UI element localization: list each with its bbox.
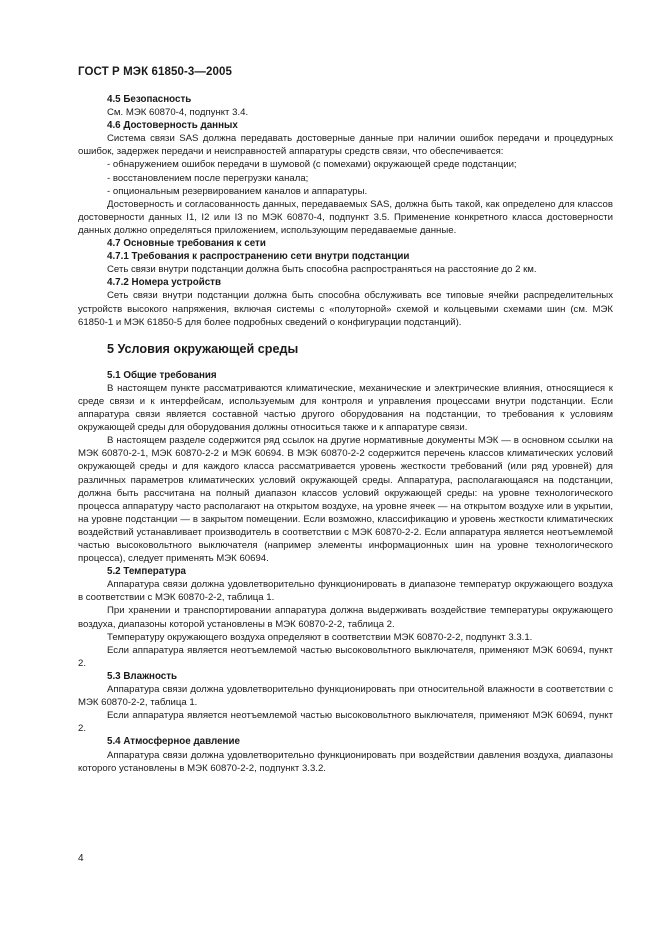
subsection-heading: 4.6 Достоверность данных (107, 120, 238, 132)
page-number: 4 (78, 853, 84, 864)
document-body (78, 93, 613, 775)
list-item: - обнаружением ошибок передачи в шумовой (с помехами) окружающей среде подстанции; (107, 159, 517, 171)
paragraph: В настоящем пункте рассматриваются климатические, механические и электрические влияния, относящиеся к среде связи и к интерфейсам, используемым для контроля и управления процессами внутри подстанции. Если аппаратура связи является составной частью другого оборудования на подстанции, то требования к условиям окружающей среды для оборудования должны относиться также и к аппаратуре связи. (78, 382, 613, 434)
paragraph: Сеть связи внутри подстанции должна быть способна распространяться на расстояние до 2 км. (107, 264, 537, 276)
subsection-heading: 4.7.2 Номера устройств (107, 277, 222, 289)
paragraph: Сеть связи внутри подстанции должна быть способна обслуживать все типовые ячейки распределительных устройств высокого напряжения, включая системы с «полуторной» схемой и кольцевыми схемами шин (см. МЭК 61850-1 и МЭК 61850-5 для более подробных сведений о конфигурации подстанций). (78, 290, 613, 328)
paragraph: Аппаратура связи должна удовлетворительно функционировать при относительной влажности в соответствии с МЭК 60870-2-2, таблица 1. (78, 684, 613, 709)
paragraph: Достоверность и согласованность данных, передаваемых SAS, должна быть такой, как определено для классов достоверности данных I1, I2 или I3 по МЭК 60870-4, подпункт 3.5. Применение конкретного класса достоверности данных должно определяться приложением, использующим передаваемые данные. (78, 198, 613, 236)
subsection-heading: 5.1 Общие требования (107, 369, 217, 381)
paragraph: Если аппаратура является неотъемлемой частью высоковольтного выключателя, применяют МЭК 60694, пункт 2. (78, 710, 613, 735)
paragraph: Аппаратура связи должна удовлетворительно функционировать в диапазоне температур окружающего воздуха в соответствии с МЭК 60870-2-2, таблица 1. (78, 579, 613, 604)
subsection-heading: 5.3 Влажность (107, 670, 178, 682)
paragraph: Температуру окружающего воздуха определяют в соответствии МЭК 60870-2-2, подпункт 3.3.1. (107, 631, 533, 643)
subsection-heading: 5.4 Атмосферное давление (107, 736, 240, 748)
document-header: ГОСТ Р МЭК 61850-3—2005 (78, 66, 232, 78)
paragraph: Аппаратура связи должна удовлетворительно функционировать при воздействии давления воздуха, диапазоны которого установлены в МЭК 60870-2-2, подпункт 3.3.2. (78, 749, 613, 774)
paragraph: При хранении и транспортировании аппаратура должна выдерживать воздействие температуры окружающего воздуха, диапазоны которой установлены в МЭК 60870-2-2, таблица 2. (78, 605, 613, 630)
list-item: - опциональным резервированием каналов и аппаратуры. (107, 185, 368, 197)
list-item: - восстановлением после перегрузки канала; (107, 172, 309, 184)
subsection-heading: 4.7.1 Требования к распространению сети внутри подстанции (107, 251, 410, 263)
subsection-heading: 4.7 Основные требования к сети (107, 238, 266, 250)
paragraph: См. МЭК 60870-4, подпункт 3.4. (107, 107, 249, 119)
paragraph: В настоящем разделе содержится ряд ссылок на другие нормативные документы МЭК — в основном ссылки на МЭК 60870-2-1, МЭК 60870-2-2 и МЭК 60694. В МЭК 60870-2-2 содержится перечень классов климатических условий окружающей среды и для каждого класса рассматривается уровень жесткости требований (или ряд уровней) для различных параметров климатических условий окружающей среды. Аппаратура, располагающаяся на подстанции, должна быть рассчитана на полный диапазон классов условий окружающей среды: на уровне технологического процесса аппаратуру часто располагают на открытом воздухе, на уровне ячеек — на открытом воздухе или в укрытии, на уровне подстанции — в закрытом помещении. Если возможно, классификацию и уровень жесткости климатических воздействий устанавливает производитель в соответствии с МЭК 60870-2-2. Если аппаратура является неотъемлемой частью высоковольтного выключателя (например элементы информационных шин на уровне технологического процесса), следует применять МЭК 60694. (78, 435, 613, 565)
section-heading: 5 Условия окружающей среды (107, 341, 299, 356)
paragraph: Если аппаратура является неотъемлемой частью высоковольтного выключателя, применяют МЭК 60694, пункт 2. (78, 644, 613, 669)
subsection-heading: 5.2 Температура (107, 566, 186, 578)
paragraph: Система связи SAS должна передавать достоверные данные при наличии ошибок передачи и процедурных ошибок, задержек передачи и неисправностей аппаратуры средств связи, что обеспечивается: (78, 133, 613, 158)
subsection-heading: 4.5 Безопасность (107, 94, 192, 105)
